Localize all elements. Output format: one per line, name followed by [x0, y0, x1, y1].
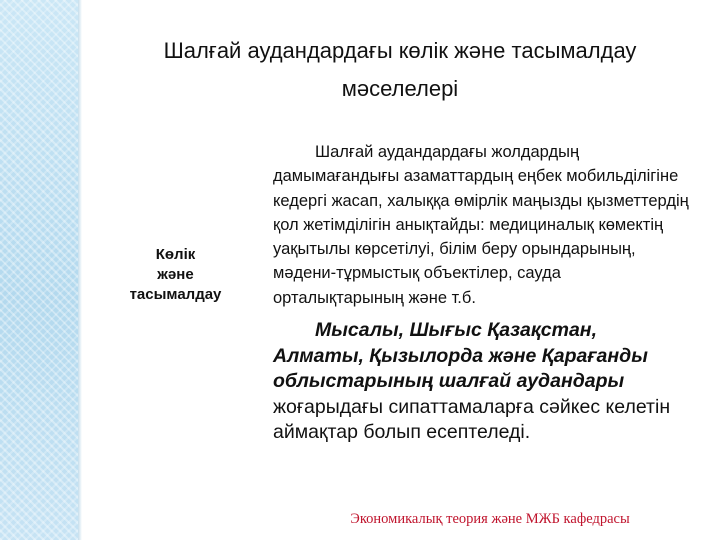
topic-label-line: Көлік [155, 246, 196, 263]
topic-label [98, 245, 253, 305]
side-band-edge [78, 0, 82, 540]
example-emphasis: Мысалы, Шығыс Қазақстан, Алматы, Қызылорда және Қарағанды облыстарының шалғай аудандары [273, 319, 648, 393]
topic-label-line: және [157, 266, 194, 283]
topic-label-line: тасымалдау [129, 286, 222, 303]
decorative-side-band [0, 0, 78, 540]
body-text [273, 140, 691, 446]
description-paragraph: Шалғай аудандардағы жолдардың дамымағандығы азаматтардың еңбек мобильділігіне кедергі жасап, халыққа өмірлік маңызды қызметтердің қол жетімділігін анықтайды: медициналық көмектің уақытылы көрсетілуі, білім беру орындарының, мәдени-тұрмыстық объектілер, сауда орталықтарының және т.б. [273, 143, 689, 307]
footer-department: Экономикалық теория және МЖБ кафедрасы [350, 511, 630, 527]
example-rest: жоғарыдағы сипаттамаларға сәйкес келетін аймақтар болып есептеледі. [273, 395, 671, 444]
slide-title: Шалғай аудандардағы көлік және тасымалдау мәселелері [163, 38, 637, 101]
example-paragraph [273, 318, 691, 446]
